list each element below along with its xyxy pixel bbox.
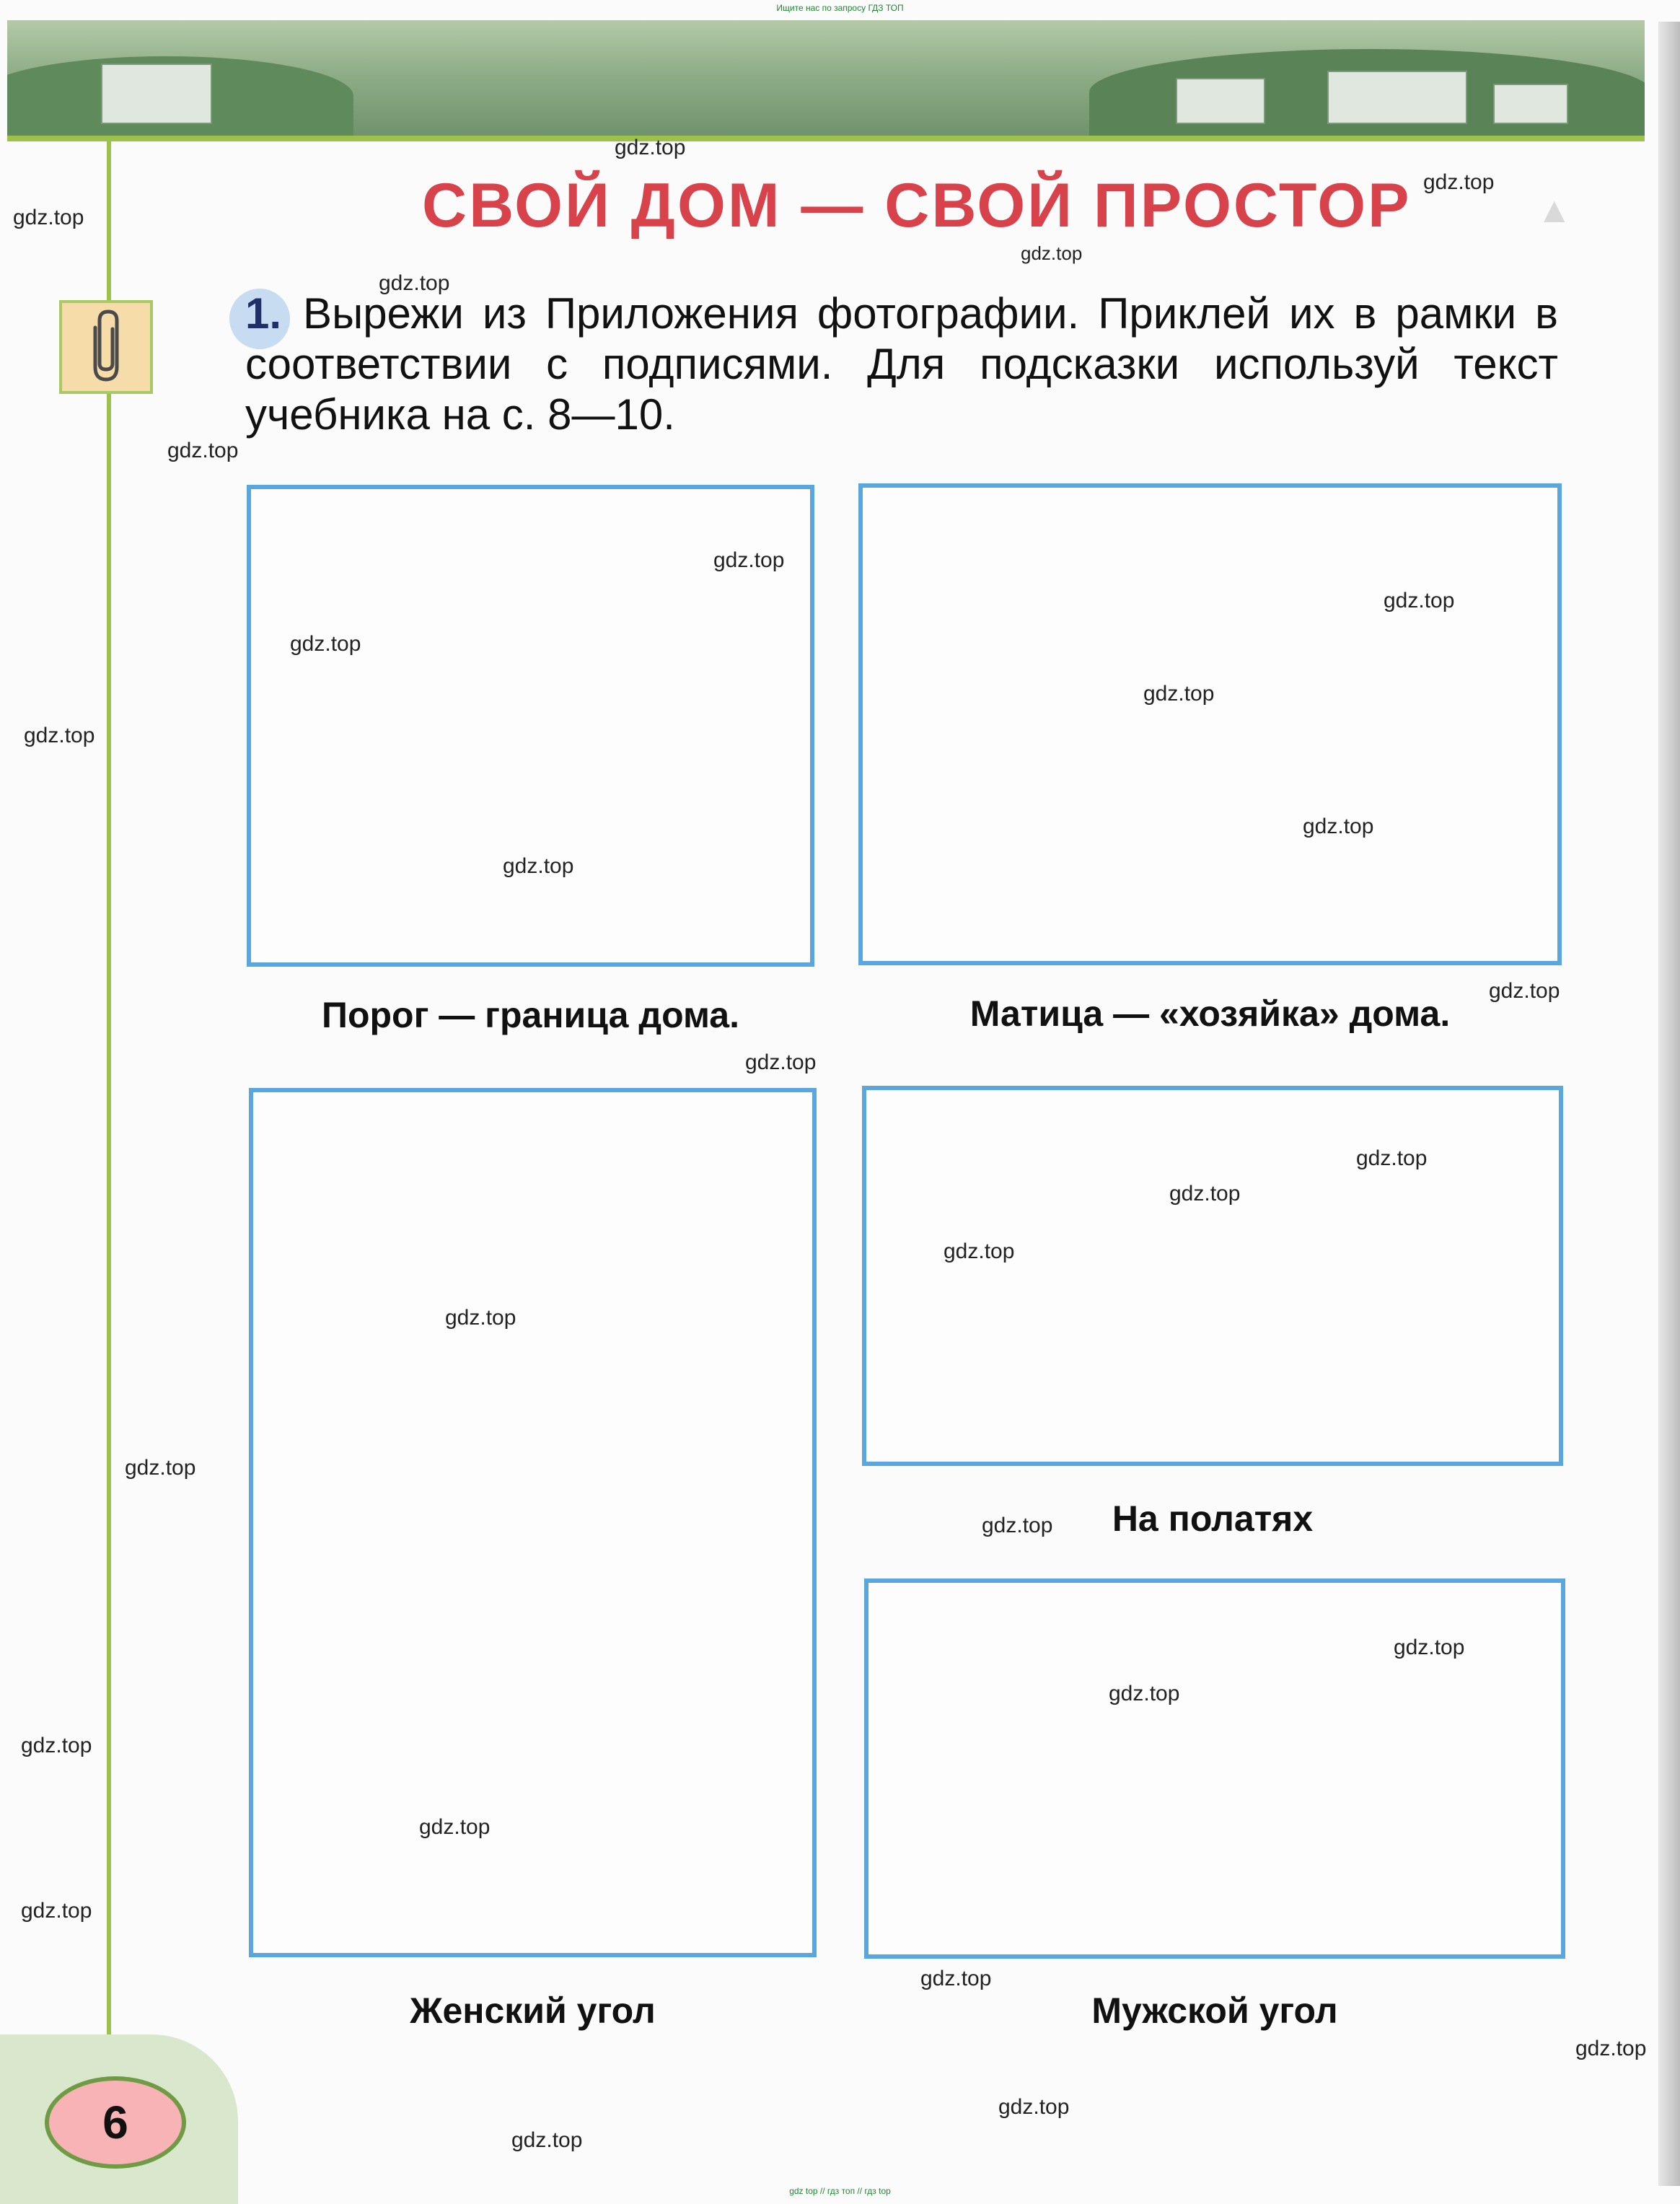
page-edge — [1658, 22, 1680, 2186]
caption-polati: На полатях — [1112, 1498, 1314, 1539]
page-number: 6 — [45, 2076, 186, 2169]
watermark: gdz.top — [290, 632, 361, 656]
watermark: gdz.top — [615, 136, 686, 159]
photo-frame-zhenskiy[interactable] — [249, 1088, 817, 1957]
watermark: gdz.top — [1143, 682, 1215, 706]
house-shape — [1327, 71, 1467, 124]
photo-frame-polati[interactable] — [862, 1086, 1563, 1466]
watermark: gdz.top — [1303, 815, 1374, 838]
watermark: gdz.top — [1109, 1682, 1180, 1705]
bottom-note: gdz top // гдз топ // гдз top — [789, 2186, 891, 2196]
watermark: gdz.top — [13, 206, 84, 229]
header-divider — [7, 136, 1645, 141]
caption-zhenskiy: Женский угол — [410, 1990, 656, 2031]
show-through-text: ▲ — [1536, 190, 1573, 230]
watermark: gdz.top — [998, 2095, 1070, 2119]
watermark: gdz.top — [21, 1899, 92, 1923]
watermark: gdz.top — [920, 1967, 992, 1990]
caption-muzhskoy: Мужской угол — [1091, 1990, 1338, 2031]
photo-frame-matitsa[interactable] — [858, 483, 1562, 965]
house-shape — [1493, 84, 1568, 124]
watermark: gdz.top — [1575, 2037, 1647, 2060]
watermark: gdz.top — [419, 1815, 491, 1839]
task-text: Вырежи из Приложения фотографии. Приклей их в рамки в соответствии с подписями. Для подсказки используй текст учебника на с. 8—10. — [245, 289, 1558, 439]
watermark: gdz.top — [944, 1239, 1015, 1263]
top-note: Ищите нас по запросу ГДЗ ТОП — [776, 3, 904, 13]
watermark: gdz.top — [982, 1514, 1053, 1537]
watermark: gdz.top — [713, 548, 785, 572]
watermark: gdz.top — [1394, 1636, 1465, 1659]
caption-matitsa: Матица — «хозяйка» дома. — [969, 993, 1451, 1034]
house-shape — [1176, 78, 1265, 124]
watermark: gdz.top — [1489, 979, 1560, 1003]
caption-porog: Порог — граница дома. — [322, 995, 739, 1035]
watermark: gdz.top — [1423, 170, 1495, 194]
task-number: 1. — [245, 289, 282, 338]
watermark: gdz.top — [379, 271, 450, 295]
left-rail — [107, 141, 111, 2104]
page-title: СВОЙ ДОМ — СВОЙ ПРОСТОР — [422, 171, 1412, 240]
watermark: gdz.top — [445, 1306, 516, 1330]
watermark: gdz.top — [503, 854, 574, 878]
watermark: gdz.top — [745, 1050, 817, 1074]
watermark: gdz.top — [1356, 1146, 1428, 1170]
paperclip-box — [59, 300, 153, 394]
paperclip-icon — [81, 306, 131, 389]
watermark: gdz.top — [167, 439, 239, 462]
watermark: gdz.top — [1169, 1182, 1241, 1206]
watermark: gdz.top — [21, 1734, 92, 1757]
house-shape — [101, 63, 212, 124]
task-instruction — [245, 289, 1558, 440]
header-photo-band — [7, 20, 1645, 136]
watermark: gdz.top — [1021, 242, 1083, 264]
watermark: gdz.top — [24, 724, 95, 747]
watermark: gdz.top — [511, 2128, 583, 2152]
watermark: gdz.top — [1384, 589, 1455, 613]
watermark: gdz.top — [125, 1456, 196, 1480]
